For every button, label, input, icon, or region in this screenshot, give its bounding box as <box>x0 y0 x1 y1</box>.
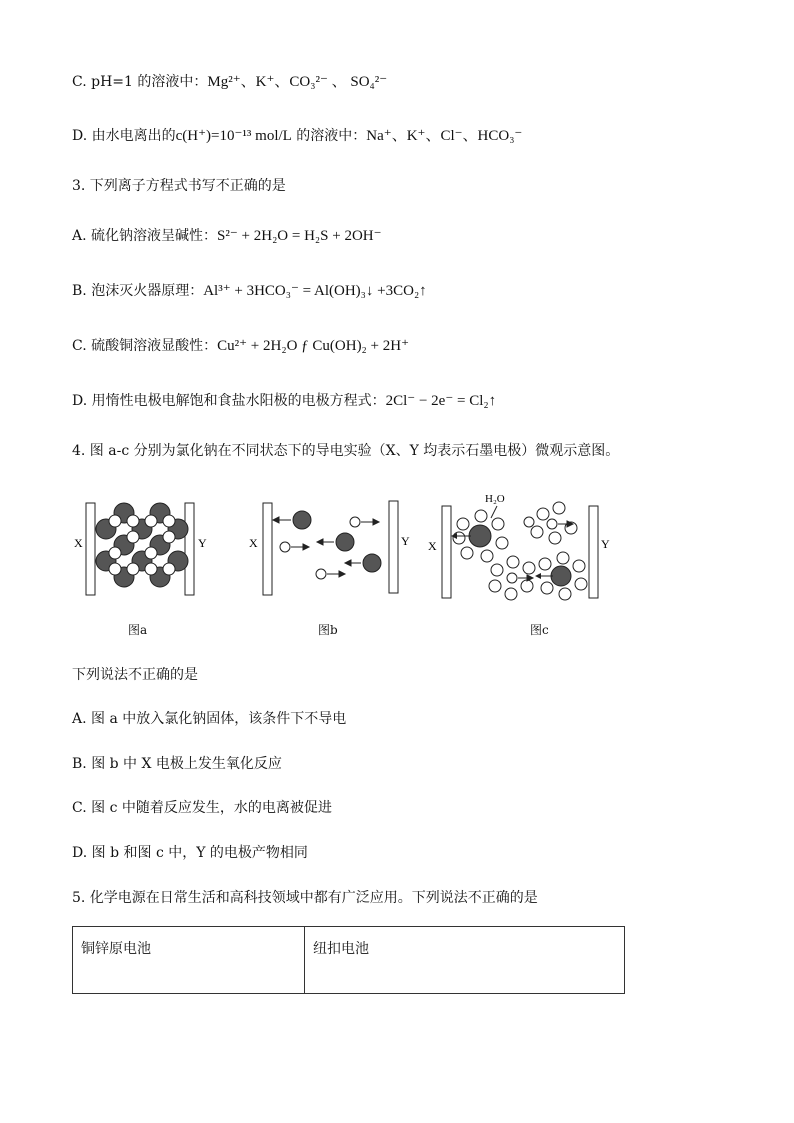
electrode-x <box>263 503 272 595</box>
na-ions <box>293 511 381 572</box>
label-x: X <box>249 536 258 550</box>
nacl-lattice <box>96 503 188 587</box>
electrode-x <box>442 506 451 598</box>
q4-option-d: D. 图 b 和图 c 中，Y 的电极产物相同 <box>72 845 308 861</box>
electrode-y <box>185 503 194 595</box>
q3-option-b: B. 泡沫灭火器原理：Al³⁺ + 3HCO₃⁻ = Al(OH)₃↓ +3CO₂↑ <box>72 283 427 299</box>
q4-option-b: B. 图 b 中 X 电极上发生氧化反应 <box>72 756 282 772</box>
caption-c: 图c <box>530 623 549 637</box>
figure-c <box>425 488 615 608</box>
q5-table <box>72 926 625 994</box>
label-y: Y <box>401 534 410 548</box>
q2-option-c: C. pH=1 的溶液中：Mg²⁺、K⁺、CO₃²⁻ 、 SO₄²⁻ <box>72 74 388 90</box>
electrode-y <box>589 506 598 598</box>
figure-a <box>70 495 220 605</box>
figure-b <box>245 495 410 605</box>
caption-b: 图b <box>318 623 338 637</box>
hydrated-na-ion-2 <box>535 552 587 600</box>
hydrated-cl-ion <box>524 502 577 544</box>
caption-a: 图a <box>128 623 148 637</box>
label-x: X <box>74 536 83 550</box>
q3-option-a: A. 硫化钠溶液呈碱性：S²⁻ + 2H₂O = H₂S + 2OH⁻ <box>72 228 382 244</box>
q4-question: 下列说法不正确的是 <box>72 667 198 683</box>
q4-stem: 4. 图 a-c 分别为氯化钠在不同状态下的导电实验（X、Y 均表示石墨电极）微观示意图。 <box>72 443 620 459</box>
q2-option-d: D. 由水电离出的c(H⁺)=10⁻¹³ mol/L 的溶液中：Na⁺、K⁺、Cl⁻、HCO₃⁻ <box>72 128 523 144</box>
q3-stem: 3. 下列离子方程式书写不正确的是 <box>72 178 286 194</box>
electrode-x <box>86 503 95 595</box>
q4-option-a: A. 图 a 中放入氯化钠固体，该条件下不导电 <box>72 711 347 727</box>
hydrated-cl-ion-2 <box>489 556 535 600</box>
table-row <box>73 927 625 994</box>
table-header-cell: 纽扣电池 <box>305 927 625 994</box>
water-label: H₂O <box>485 493 505 505</box>
label-y: Y <box>198 536 207 550</box>
label-y: Y <box>601 537 610 551</box>
table-header-cell: 铜锌原电池 <box>73 927 305 994</box>
hydrated-na-ion <box>451 510 508 562</box>
q5-stem: 5. 化学电源在日常生活和高科技领域中都有广泛应用。下列说法不正确的是 <box>72 890 538 906</box>
q4-option-c: C. 图 c 中随着反应发生，水的电离被促进 <box>72 800 332 816</box>
water-pointer <box>491 506 497 518</box>
label-x: X <box>428 539 437 553</box>
q3-option-d: D. 用惰性电极电解饱和食盐水阳极的电极方程式：2Cl⁻ − 2e⁻ = Cl₂↑ <box>72 393 497 409</box>
electrode-y <box>389 501 398 593</box>
q3-option-c: C. 硫酸铜溶液显酸性：Cu²⁺ + 2H₂O ƒ Cu(OH)₂ + 2H⁺ <box>72 338 409 354</box>
